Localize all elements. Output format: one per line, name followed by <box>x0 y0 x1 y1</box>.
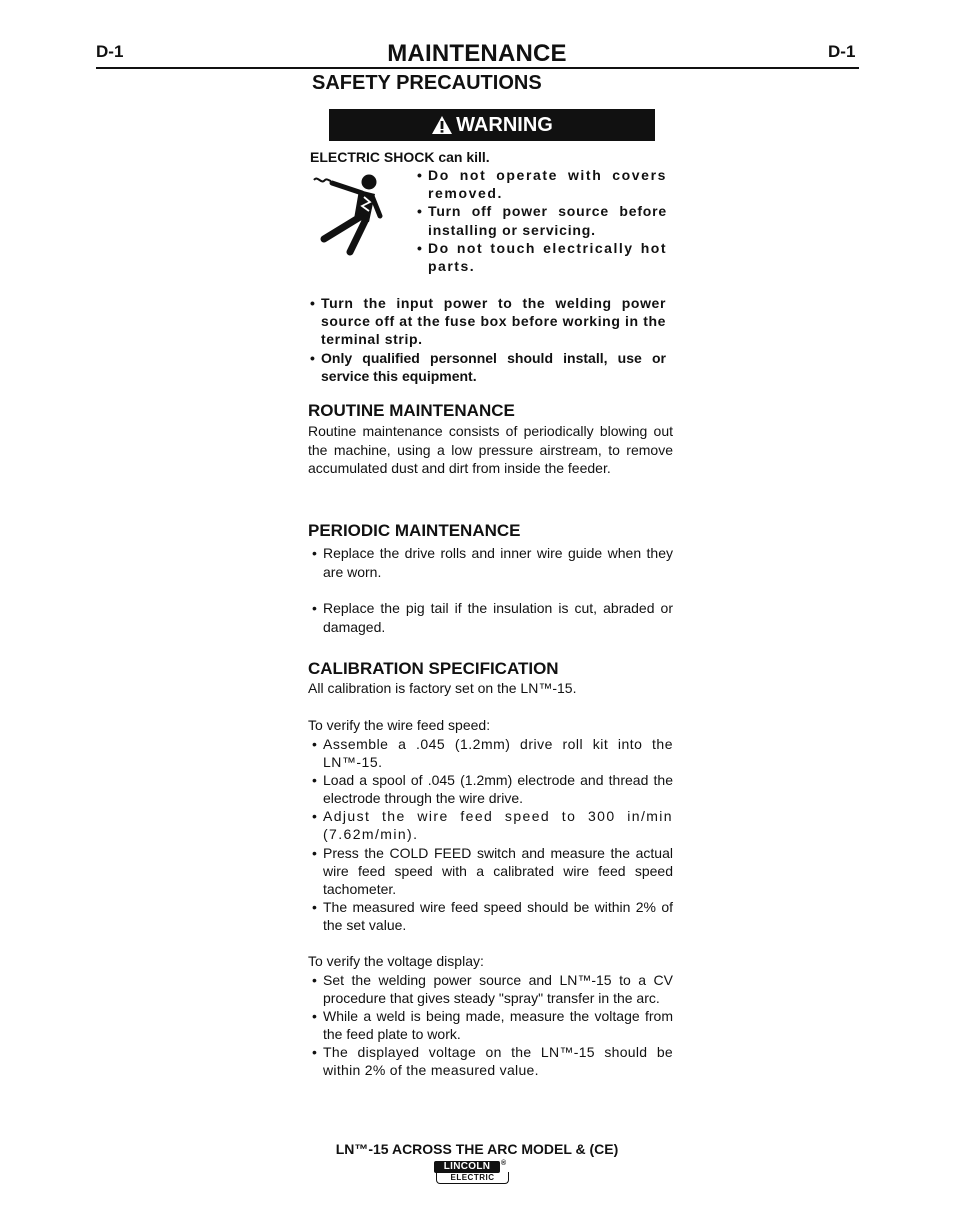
safety-precautions-list <box>310 294 666 385</box>
logo-top-text: LINCOLN <box>434 1161 500 1173</box>
list-item: • Replace the drive rolls and inner wire guide when they are worn. <box>312 544 673 582</box>
page-number-left: D-1 <box>96 42 124 61</box>
periodic-maintenance-list <box>312 544 673 654</box>
list-item: • While a weld is being made, measure the voltage from the feed plate to work. <box>312 1007 673 1043</box>
header-rule <box>96 67 859 69</box>
logo-bottom-text: ELECTRIC <box>436 1172 509 1184</box>
list-item: • Replace the pig tail if the insulation is cut, abraded or damaged. <box>312 599 673 637</box>
list-item: • Turn the input power to the welding power source off at the fuse box before working in the terminal strip. <box>310 294 666 349</box>
wire-feed-intro: To verify the wire feed speed: <box>308 717 491 733</box>
list-item: • Do not operate with covers removed. <box>417 166 667 202</box>
list-item: • Adjust the wire feed speed to 300 in/min (7.62m/min). <box>312 807 673 843</box>
list-item: • Assemble a .045 (1.2mm) drive roll kit into the LN™-15. <box>312 735 673 771</box>
voltage-display-intro: To verify the voltage display: <box>308 953 484 969</box>
electric-shock-title: ELECTRIC SHOCK can kill. <box>310 149 490 165</box>
list-item: • Load a spool of .045 (1.2mm) electrode and thread the electrode through the wire drive. <box>312 771 673 807</box>
lincoln-electric-logo <box>434 1161 509 1185</box>
list-item: • Do not touch electrically hot parts. <box>417 239 667 275</box>
page-title: MAINTENANCE <box>387 40 567 67</box>
warning-triangle-icon <box>431 115 453 135</box>
electric-shock-icon <box>312 172 392 260</box>
routine-maintenance-heading: ROUTINE MAINTENANCE <box>308 401 515 420</box>
list-item: • The displayed voltage on the LN™-15 should be within 2% of the measured value. <box>312 1043 673 1079</box>
calibration-heading: CALIBRATION SPECIFICATION <box>308 659 559 678</box>
list-item: • Turn off power source before installing or servicing. <box>417 202 667 238</box>
routine-maintenance-text: Routine maintenance consists of periodically blowing out the machine, using a low pressure airstream, to remove accumulated dust and dirt from inside the feeder. <box>308 423 673 476</box>
periodic-maintenance-heading: PERIODIC MAINTENANCE <box>308 521 521 540</box>
footer-model-text: LN™-15 ACROSS THE ARC MODEL & (CE) <box>335 1141 619 1157</box>
list-item: • The measured wire feed speed should be within 2% of the set value. <box>312 898 673 934</box>
list-item: • Only qualified personnel should install, use or service this equipment. <box>310 349 666 385</box>
warning-label: WARNING <box>456 113 553 136</box>
section-title: SAFETY PRECAUTIONS <box>312 72 542 94</box>
logo-registered-mark: ® <box>501 1160 507 1167</box>
calibration-intro: All calibration is factory set on the LN™-15. <box>308 680 577 696</box>
wire-feed-steps-list <box>312 735 673 934</box>
warning-banner <box>329 109 655 141</box>
voltage-display-steps-list <box>312 971 673 1080</box>
shock-precautions-list <box>417 166 667 275</box>
list-item: • Press the COLD FEED switch and measure the actual wire feed speed with a calibrated wire feed speed tachometer. <box>312 844 673 898</box>
page-number-right: D-1 <box>828 42 856 61</box>
list-item: • Set the welding power source and LN™-15 to a CV procedure that gives steady "spray" transfer in the arc. <box>312 971 673 1007</box>
